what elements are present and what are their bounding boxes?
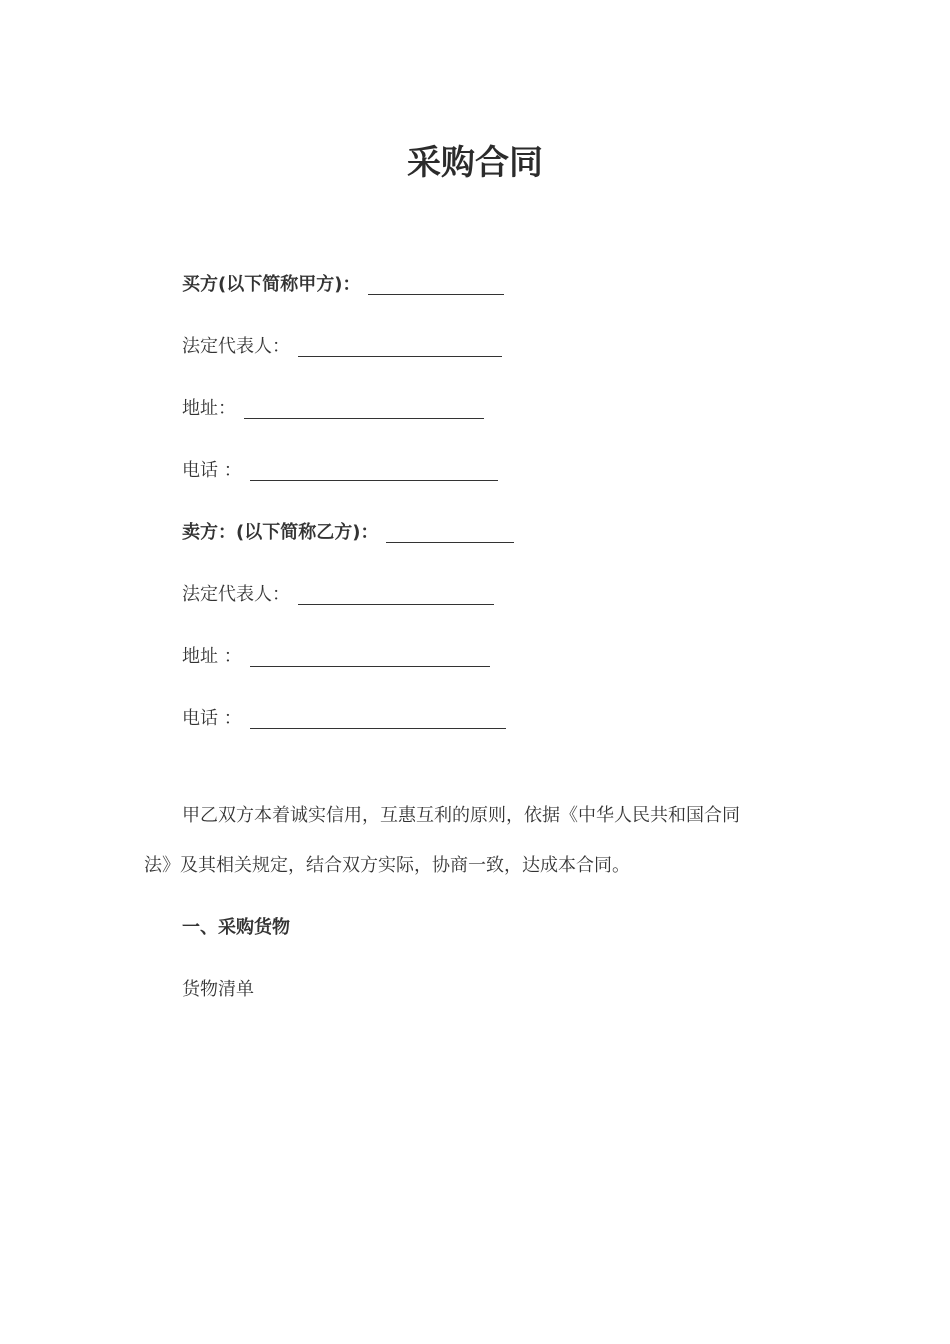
section-heading (182, 915, 290, 941)
seller-rep-label: 法定代表人： (182, 584, 290, 605)
seller-address-label: 地址 ： (182, 646, 242, 667)
buyer-address-label: 地址： (182, 398, 236, 419)
buyer-name-line (182, 272, 504, 298)
intro-line-1: 甲乙双方本着诚实信用，互惠互利的原则，依据《中华人民共和国合同 (182, 805, 740, 826)
document-title: 采购合同 (407, 143, 543, 183)
section-heading-text: 一、采购货物 (182, 917, 290, 938)
intro-line-2: 法》及其相关规定，结合双方实际，协商一致，达成本合同。 (144, 855, 630, 876)
seller-phone-blank[interactable] (250, 708, 506, 729)
buyer-rep-label: 法定代表人： (182, 336, 290, 357)
buyer-phone-label: 电话 ： (182, 460, 242, 481)
buyer-phone-line (182, 458, 498, 484)
buyer-name-blank[interactable] (368, 274, 504, 295)
seller-rep-blank[interactable] (298, 584, 494, 605)
seller-phone-label: 电话 ： (182, 708, 242, 729)
seller-name-label: 卖方：(以下简称乙方)： (182, 522, 379, 543)
buyer-rep-blank[interactable] (298, 336, 502, 357)
seller-address-line (182, 644, 490, 670)
goods-list-label: 货物清单 (182, 979, 254, 1000)
seller-name-line (182, 520, 514, 546)
seller-address-blank[interactable] (250, 646, 490, 667)
buyer-name-label: 买方(以下简称甲方)： (182, 274, 361, 295)
seller-name-blank[interactable] (386, 522, 514, 543)
seller-rep-line (182, 582, 494, 608)
buyer-address-line (182, 396, 484, 422)
buyer-rep-line (182, 334, 502, 360)
goods-list-label-line (182, 977, 254, 1003)
buyer-address-blank[interactable] (244, 398, 484, 419)
buyer-phone-blank[interactable] (250, 460, 498, 481)
seller-phone-line (182, 706, 506, 732)
